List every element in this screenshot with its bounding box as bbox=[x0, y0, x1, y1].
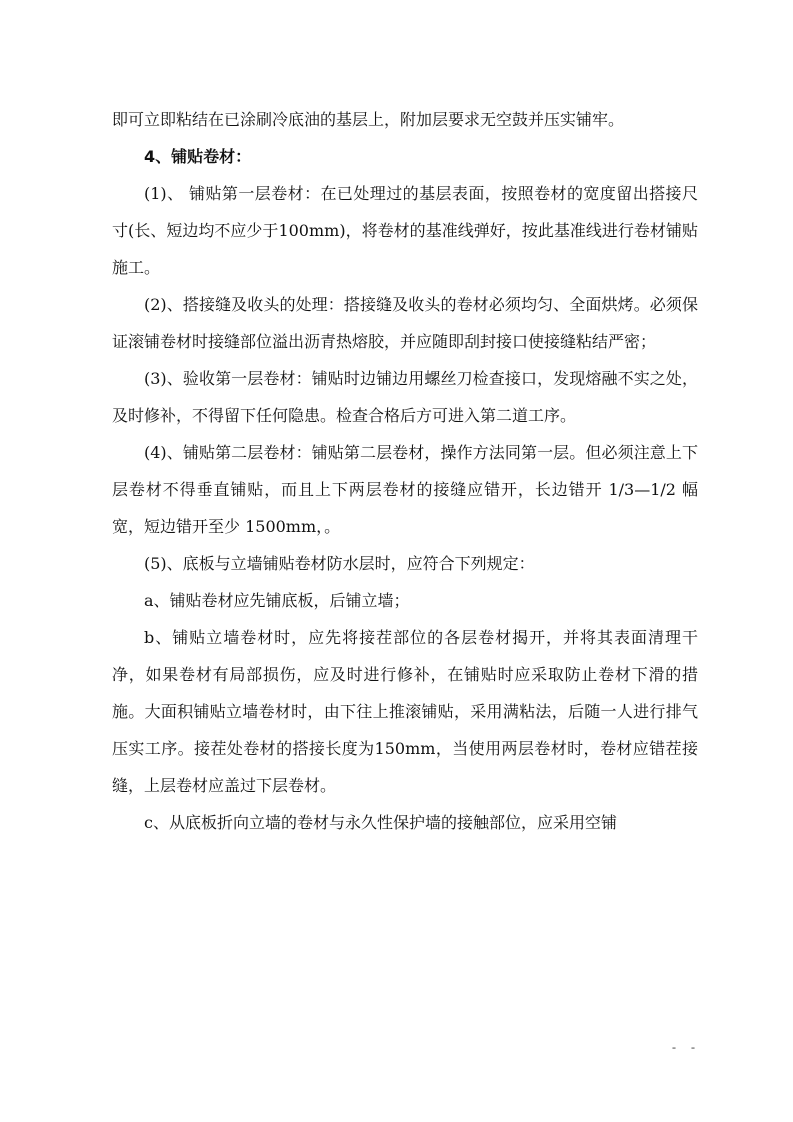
paragraph-step-4: (4)、铺贴第二层卷材：铺贴第二层卷材，操作方法同第一层。但必须注意上下层卷材不得垂直铺贴，而且上下两层卷材的接缝应错开，长边错开 1/3—1/2 幅宽，短边错开至少 1500mm，。 bbox=[112, 443, 698, 536]
paragraph-step-1: (1)、 铺贴第一层卷材：在已处理过的基层表面，按照卷材的宽度留出搭接尺寸(长、短边均不应少于100mm)，将卷材的基准线弹好，按此基准线进行卷材铺贴施工。 bbox=[112, 184, 698, 277]
paragraph-rule-b: b、铺贴立墙卷材时，应先将接茬部位的各层卷材揭开，并将其表面清理干净，如果卷材有局部损伤，应及时进行修补，在铺贴时应采取防止卷材下滑的措施。大面积铺贴立墙卷材时，由下往上推滚铺贴，采用满粘法，后随一人进行排气压实工序。接茬处卷材的搭接长度为150mm，当使用两层卷材时，卷材应错茬接缝，上层卷材应盖过下层卷材。 bbox=[112, 628, 698, 795]
paragraph-step-5: (5)、底板与立墙铺贴卷材防水层时，应符合下列规定： bbox=[144, 554, 535, 573]
paragraph-rule-a: a、铺贴卷材应先铺底板，后铺立墙； bbox=[144, 591, 410, 610]
paragraph-step-2: (2)、搭接缝及收头的处理：搭接缝及收头的卷材必须均匀、全面烘烤。必须保证滚铺卷材时接缝部位溢出沥青热熔胶，并应随即刮封接口使接缝粘结严密； bbox=[112, 295, 698, 351]
document-page bbox=[112, 101, 698, 841]
paragraph-step-3: (3)、验收第一层卷材：铺贴时边铺边用螺丝刀检查接口，发现熔融不实之处，及时修补，不得留下任何隐患。检查合格后方可进入第二道工序。 bbox=[112, 369, 698, 425]
section-heading: 4、铺贴卷材： bbox=[144, 147, 252, 166]
paragraph-rule-c: c、从底板折向立墙的卷材与永久性保护墙的接触部位，应采用空铺 bbox=[144, 813, 617, 832]
paragraph-continuation: 即可立即粘结在已涂刷冷底油的基层上，附加层要求无空鼓并压实铺牢。 bbox=[112, 110, 625, 129]
page-footer-marker: - - bbox=[672, 1040, 701, 1054]
